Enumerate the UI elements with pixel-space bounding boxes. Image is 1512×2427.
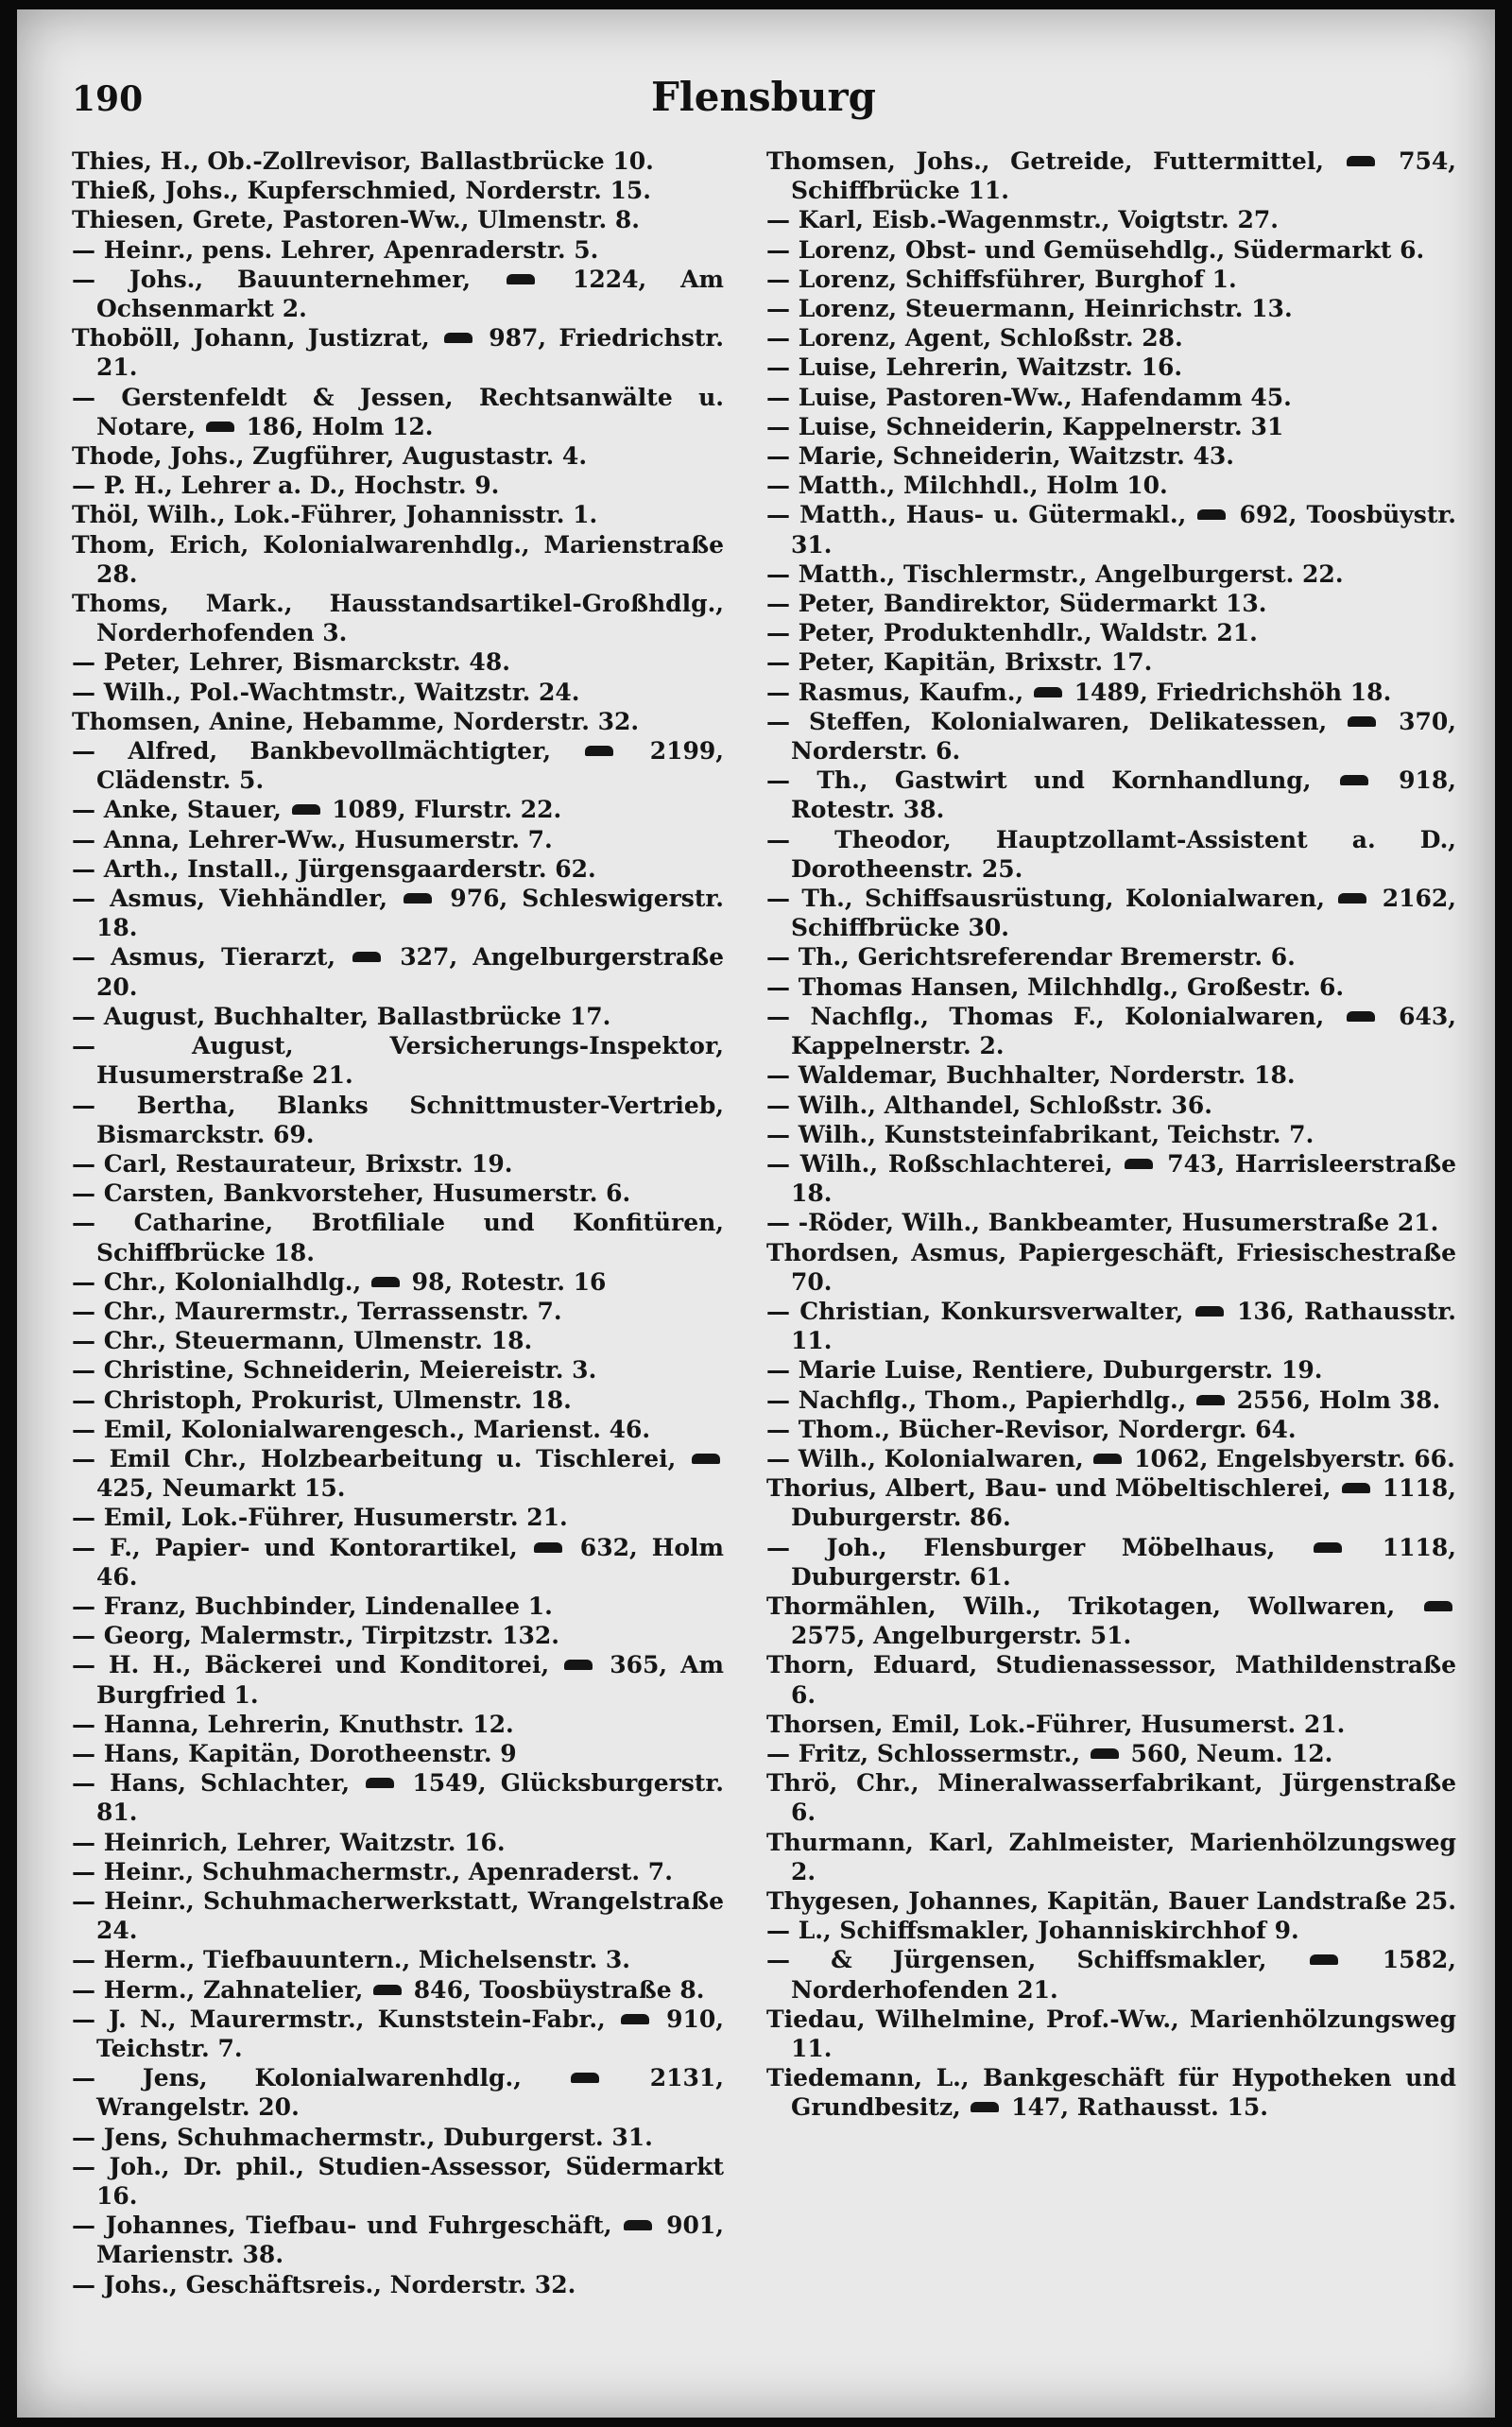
telephone-icon: [366, 1778, 394, 1788]
right-column: [766, 146, 1456, 2386]
directory-entry: Thorsen, Emil, Lok.-Führer, Husumerst. 21.: [766, 1710, 1346, 1738]
directory-entry: — -Röder, Wilh., Bankbeamter, Husumerstraße 21.: [766, 1209, 1439, 1237]
telephone-icon: [1347, 1011, 1375, 1022]
directory-entry: — Hans, Kapitän, Dorotheenstr. 9: [72, 1739, 517, 1767]
directory-entry: — L., Schiffsmakler, Johanniskirchhof 9.: [766, 1917, 1299, 1945]
telephone-icon: [1196, 1395, 1225, 1405]
directory-entry: — Christoph, Prokurist, Ulmenstr. 18.: [72, 1386, 572, 1414]
directory-entry: — Wilh., Kunststeinfabrikant, Teichstr. 7.: [766, 1120, 1314, 1148]
directory-entry: — Peter, Lehrer, Bismarckstr. 48.: [72, 648, 510, 677]
telephone-icon: [585, 746, 613, 756]
telephone-icon: [1034, 687, 1062, 697]
directory-entry: — Hans, Schlachter, 1549, Glücksburgerstr. 81.: [72, 1769, 724, 1827]
directory-entry: Thieß, Johs., Kupferschmied, Norderstr. 15.: [72, 177, 651, 205]
directory-entry: — August, Versicherungs-Inspektor, Husumerstraße 21.: [72, 1032, 724, 1090]
telephone-icon: [1347, 156, 1375, 166]
directory-entry: Thoms, Mark., Hausstandsartikel-Großhdlg., Norderhofenden 3.: [72, 590, 724, 647]
directory-entry: Thorius, Albert, Bau- und Möbeltischlerei, 1118, Duburgerstr. 86.: [766, 1474, 1456, 1532]
directory-entry: — Hanna, Lehrerin, Knuthstr. 12.: [72, 1710, 514, 1738]
directory-entry: — Matth., Haus- u. Gütermakl., 692, Toosbüystr. 31.: [766, 501, 1456, 559]
telephone-icon: [971, 2102, 999, 2112]
directory-entry: — Th., Schiffsausrüstung, Kolonialwaren, 2162, Schiffbrücke 30.: [766, 885, 1456, 942]
telephone-icon: [571, 2073, 599, 2083]
telephone-icon: [534, 1542, 562, 1553]
directory-entry: — Asmus, Viehhändler, 976, Schleswigerstr. 18.: [72, 885, 724, 942]
directory-entry: — Peter, Kapitän, Brixstr. 17.: [766, 648, 1153, 677]
directory-entry: — Carsten, Bankvorsteher, Husumerstr. 6.: [72, 1179, 631, 1208]
directory-entry: — Heinr., Schuhmacherwerkstatt, Wrangelstraße 24.: [72, 1886, 724, 1945]
directory-entry: — Nachflg., Thomas F., Kolonialwaren, 643, Kappelnerstr. 2.: [766, 1002, 1456, 1060]
directory-entry: — Peter, Bandirektor, Südermarkt 13.: [766, 590, 1267, 618]
directory-entry: — H. H., Bäckerei und Konditorei, 365, Am Burgfried 1.: [72, 1651, 724, 1709]
telephone-icon: [1314, 1542, 1342, 1553]
directory-entry: — Johs., Bauunternehmer, 1224, Am Ochsenmarkt 2.: [72, 265, 724, 323]
directory-entry: — Matth., Milchhdl., Holm 10.: [766, 472, 1168, 500]
directory-entry: — Chr., Kolonialhdlg., 98, Rotestr. 16: [72, 1267, 607, 1296]
telephone-icon: [621, 2014, 649, 2024]
directory-entry: — Herm., Zahnatelier, 846, Toosbüystraße 8.: [72, 1975, 705, 2004]
directory-entry: — Lorenz, Schiffsführer, Burghof 1.: [766, 265, 1237, 293]
directory-entry: — Th., Gerichtsreferendar Bremerstr. 6.: [766, 943, 1296, 972]
directory-entry: — Th., Gastwirt und Kornhandlung, 918, Rotestr. 38.: [766, 766, 1456, 824]
directory-entry: — Marie Luise, Rentiere, Duburgerstr. 19.: [766, 1356, 1323, 1385]
directory-entry: — Thomas Hansen, Milchhdlg., Großestr. 6.: [766, 973, 1345, 1001]
directory-entry: — Steffen, Kolonialwaren, Delikatessen, 370, Norderstr. 6.: [766, 707, 1456, 766]
directory-entry: — Chr., Steuermann, Ulmenstr. 18.: [72, 1327, 533, 1355]
directory-entry: — Wilh., Kolonialwaren, 1062, Engelsbyerstr. 66.: [766, 1444, 1455, 1472]
directory-entry: Thomsen, Anine, Hebamme, Norderstr. 32.: [72, 707, 640, 735]
directory-entry: — Lorenz, Steuermann, Heinrichstr. 13.: [766, 295, 1293, 323]
directory-entry: — Arth., Install., Jürgensgaarderstr. 62.: [72, 854, 596, 883]
directory-entry: — & Jürgensen, Schiffsmakler, 1582, Norderhofenden 21.: [766, 1946, 1456, 2004]
directory-entry: — Peter, Produktenhdlr., Waldstr. 21.: [766, 619, 1258, 647]
running-title: Flensburg: [650, 74, 877, 120]
directory-entry: Thies, H., Ob.-Zollrevisor, Ballastbrücke 10.: [72, 147, 654, 175]
directory-entry: Tiedau, Wilhelmine, Prof.-Ww., Marienhölzungsweg 11.: [766, 2005, 1456, 2062]
telephone-icon: [1348, 716, 1376, 727]
telephone-icon: [1340, 775, 1368, 785]
directory-entry: — Catharine, Brotfiliale und Konfitüren, Schiffbrücke 18.: [72, 1209, 724, 1266]
telephone-icon: [292, 804, 320, 815]
directory-entry: — Emil, Lok.-Führer, Husumerstr. 21.: [72, 1504, 568, 1532]
directory-entry: — Christian, Konkursverwalter, 136, Rathausstr. 11.: [766, 1297, 1456, 1355]
directory-entry: — Chr., Maurermstr., Terrassenstr. 7.: [72, 1297, 562, 1325]
directory-entry: — Nachflg., Thom., Papierhdlg., 2556, Holm 38.: [766, 1386, 1441, 1414]
telephone-icon: [373, 1985, 402, 1995]
telephone-icon: [624, 2220, 652, 2230]
telephone-icon: [371, 1277, 400, 1287]
directory-entry: — Wilh., Pol.-Wachtmstr., Waitzstr. 24.: [72, 678, 580, 706]
telephone-icon: [1125, 1159, 1153, 1169]
directory-entry: — F., Papier- und Kontorartikel, 632, Holm 46.: [72, 1533, 724, 1591]
directory-entry: Thygesen, Johannes, Kapitän, Bauer Landstraße 25.: [766, 1886, 1456, 1915]
directory-entry: — Anna, Lehrer-Ww., Husumerstr. 7.: [72, 825, 553, 853]
directory-entry: — Anke, Stauer, 1089, Flurstr. 22.: [72, 796, 562, 824]
telephone-icon: [352, 952, 381, 962]
directory-entry: Thoböll, Johann, Justizrat, 987, Friedrichstr. 21.: [72, 324, 724, 382]
telephone-icon: [1093, 1454, 1122, 1464]
directory-entry: — Johannes, Tiefbau- und Fuhrgeschäft, 901, Marienstr. 38.: [72, 2212, 724, 2269]
directory-entry: — Matth., Tischlermstr., Angelburgerst. 22.: [766, 559, 1344, 588]
directory-entry: — Waldemar, Buchhalter, Norderstr. 18.: [766, 1061, 1296, 1090]
directory-entry: — Franz, Buchbinder, Lindenallee 1.: [72, 1592, 553, 1620]
directory-entry: — Gerstenfeldt & Jessen, Rechtsanwälte u. Notare, 186, Holm 12.: [72, 383, 724, 440]
directory-entry: — Luise, Pastoren-Ww., Hafendamm 45.: [766, 383, 1292, 411]
telephone-icon: [507, 274, 535, 284]
directory-entry: — Wilh., Roßschlachterei, 743, Harrisleerstraße 18.: [766, 1149, 1456, 1208]
directory-entry: — Joh., Flensburger Möbelhaus, 1118, Duburgerstr. 61.: [766, 1533, 1456, 1591]
directory-entry: — Johs., Geschäftsreis., Norderstr. 32.: [72, 2270, 576, 2298]
telephone-icon: [444, 333, 472, 343]
directory-entry: — Heinr., pens. Lehrer, Apenraderstr. 5.: [72, 235, 599, 264]
directory-entry: — Herm., Tiefbauuntern., Michelsenstr. 3.: [72, 1946, 630, 1974]
telephone-icon: [1091, 1748, 1119, 1759]
directory-entry: — Georg, Malermstr., Tirpitzstr. 132.: [72, 1622, 559, 1650]
directory-entry: — Wilh., Althandel, Schloßstr. 36.: [766, 1091, 1212, 1119]
directory-entry: — Thom., Bücher-Revisor, Nordergr. 64.: [766, 1415, 1297, 1443]
directory-entry: — Lorenz, Obst- und Gemüsehdlg., Südermarkt 6.: [766, 235, 1425, 264]
directory-entry: Thom, Erich, Kolonialwarenhdlg., Marienstraße 28.: [72, 530, 724, 588]
directory-entry: Thiesen, Grete, Pastoren-Ww., Ulmenstr. 8.: [72, 206, 640, 234]
directory-entry: Tiedemann, L., Bankgeschäft für Hypotheken und Grundbesitz, 147, Rathausst. 15.: [766, 2064, 1456, 2122]
directory-entry: — Heinrich, Lehrer, Waitzstr. 16.: [72, 1828, 506, 1856]
directory-page: [17, 9, 1495, 2418]
directory-entry: — Emil, Kolonialwarengesch., Marienst. 46.: [72, 1415, 651, 1443]
directory-entry: — Alfred, Bankbevollmächtigter, 2199, Clädenstr. 5.: [72, 737, 724, 795]
directory-entry: — Lorenz, Agent, Schloßstr. 28.: [766, 324, 1183, 353]
page-header: [55, 68, 1472, 134]
directory-entry: Thode, Johs., Zugführer, Augustastr. 4.: [72, 442, 588, 471]
directory-entry: — Marie, Schneiderin, Waitzstr. 43.: [766, 442, 1234, 471]
directory-entry: — Theodor, Hauptzollamt-Assistent a. D., Dorotheenstr. 25.: [766, 825, 1456, 883]
directory-entry: — Karl, Eisb.-Wagenmstr., Voigtstr. 27.: [766, 206, 1279, 234]
directory-entry: — Bertha, Blanks Schnittmuster-Vertrieb, Bismarckstr. 69.: [72, 1091, 724, 1148]
directory-entry: — Jens, Schuhmachermstr., Duburgerst. 31.: [72, 2123, 653, 2151]
directory-entry: Thöl, Wilh., Lok.-Führer, Johannisstr. 1.: [72, 501, 598, 529]
telephone-icon: [206, 422, 234, 432]
directory-entry: — Jens, Kolonialwarenhdlg., 2131, Wrangelstr. 20.: [72, 2064, 724, 2122]
directory-entry: — P. H., Lehrer a. D., Hochstr. 9.: [72, 472, 500, 500]
directory-entry: — Heinr., Schuhmachermstr., Apenraderst. 7.: [72, 1857, 673, 1885]
directory-entry: — J. N., Maurermstr., Kunststein-Fabr., 910, Teichstr. 7.: [72, 2005, 724, 2062]
telephone-icon: [1342, 1483, 1370, 1493]
telephone-icon: [1310, 1954, 1338, 1965]
telephone-icon: [692, 1454, 720, 1464]
directory-entry: Thomsen, Johs., Getreide, Futtermittel, 754, Schiffbrücke 11.: [766, 147, 1456, 205]
directory-entry: Thormählen, Wilh., Trikotagen, Wollwaren, 2575, Angelburgerstr. 51.: [766, 1592, 1456, 1650]
directory-entry: — Joh., Dr. phil., Studien-Assessor, Südermarkt 16.: [72, 2152, 724, 2211]
directory-entry: Thurmann, Karl, Zahlmeister, Marienhölzungsweg 2.: [766, 1828, 1456, 1885]
directory-entry: Thrö, Chr., Mineralwasserfabrikant, Jürgenstraße 6.: [766, 1769, 1456, 1827]
directory-entry: — Carl, Restaurateur, Brixstr. 19.: [72, 1149, 513, 1178]
directory-entry: — Rasmus, Kaufm., 1489, Friedrichshöh 18.: [766, 678, 1392, 706]
telephone-icon: [1424, 1601, 1452, 1611]
directory-entry: — Luise, Lehrerin, Waitzstr. 16.: [766, 353, 1183, 382]
directory-entry: Thorn, Eduard, Studienassessor, Mathildenstraße 6.: [766, 1651, 1456, 1709]
telephone-icon: [1195, 1306, 1224, 1317]
page-number: 190: [72, 79, 144, 119]
directory-entry: — August, Buchhalter, Ballastbrücke 17.: [72, 1002, 611, 1030]
telephone-icon: [404, 893, 432, 904]
directory-entry: — Luise, Schneiderin, Kappelnerstr. 31: [766, 412, 1284, 440]
telephone-icon: [1338, 893, 1366, 904]
left-column: [72, 146, 724, 2386]
directory-entry: — Christine, Schneiderin, Meiereistr. 3.: [72, 1356, 597, 1385]
directory-entry: — Emil Chr., Holzbearbeitung u. Tischlerei, 425, Neumarkt 15.: [72, 1444, 724, 1503]
directory-entry: Thordsen, Asmus, Papiergeschäft, Friesischestraße 70.: [766, 1238, 1456, 1296]
telephone-icon: [564, 1660, 593, 1670]
directory-entry: — Fritz, Schlossermstr., 560, Neum. 12.: [766, 1739, 1333, 1767]
directory-entry: — Asmus, Tierarzt, 327, Angelburgerstraße 20.: [72, 943, 724, 1001]
telephone-icon: [1197, 509, 1226, 520]
